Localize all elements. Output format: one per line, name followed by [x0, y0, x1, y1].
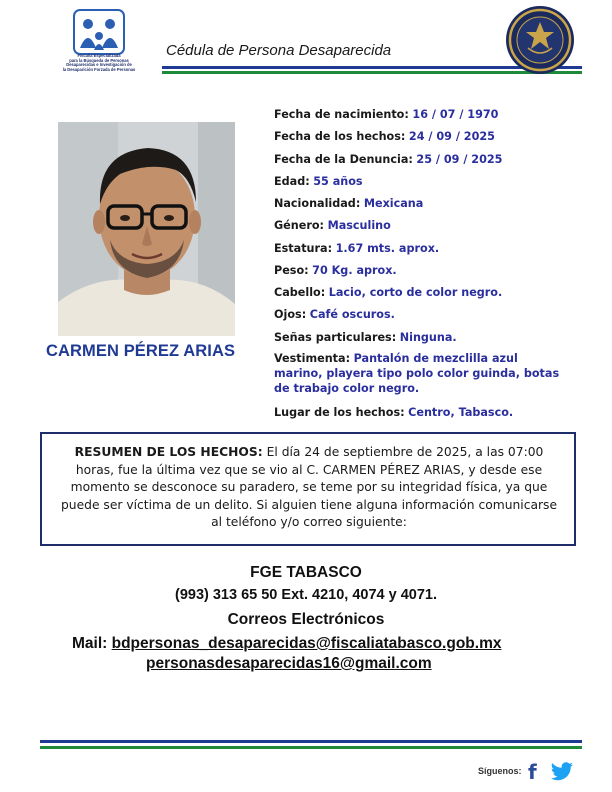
field-label: Lugar de los hechos:	[274, 406, 405, 419]
mail-label: Mail:	[72, 635, 108, 652]
field-label: Cabello:	[274, 286, 326, 299]
follow-label: Síguenos:	[478, 766, 522, 776]
email-link-primary[interactable]: bdpersonas_desaparecidas@fiscaliatabasco.gob.mx	[111, 635, 502, 652]
field-gender	[274, 218, 564, 233]
field-age	[274, 174, 564, 189]
field-value: 16 / 07 / 1970	[412, 108, 499, 121]
field-value: 55 años	[313, 175, 363, 188]
field-value: 1.67 mts. aprox.	[335, 242, 440, 255]
field-label: Fecha de nacimiento:	[274, 108, 409, 121]
logo-caption-line: Fiscalía Especializada	[77, 53, 121, 58]
logo-caption-line: Desaparecidas e Investigación de	[66, 62, 132, 68]
field-value: 70 Kg. aprox.	[312, 264, 397, 277]
logo-caption-line: para la Búsqueda de Personas	[69, 57, 129, 63]
contact-phone[interactable]: (993) 313 65 50 Ext. 4210, 4074 y 4071.	[174, 587, 437, 603]
field-value: 25 / 09 / 2025	[416, 153, 503, 166]
field-label: Fecha de los hechos:	[274, 130, 406, 143]
contact-org: FGE TABASCO	[250, 564, 362, 581]
field-value: Mexicana	[363, 197, 424, 210]
logo-caption-line: la Desaparición Forzada de Personas	[62, 66, 136, 72]
mail-line	[72, 635, 501, 653]
document-title: Cédula de Persona Desaparecida	[166, 42, 392, 59]
fge-seal-icon	[504, 4, 576, 76]
field-value: Lacio, corto de color negro.	[328, 286, 503, 299]
footer-divider-green	[40, 746, 582, 749]
field-hair	[274, 285, 564, 300]
summary-label: RESUMEN DE LOS HECHOS:	[74, 445, 263, 459]
field-value: Masculino	[327, 219, 391, 232]
field-label: Edad:	[274, 175, 310, 188]
field-label: Ojos:	[274, 308, 307, 321]
field-height	[274, 241, 564, 256]
person-name: CARMEN PÉREZ ARIAS	[46, 342, 236, 360]
field-label: Género:	[274, 219, 324, 232]
field-clothing	[274, 351, 564, 396]
field-value: Ninguna.	[399, 331, 457, 344]
field-value: Café oscuros.	[309, 308, 395, 321]
twitter-icon[interactable]	[550, 762, 574, 787]
field-birth-date	[274, 107, 564, 122]
field-label: Nacionalidad:	[274, 197, 361, 210]
field-nationality	[274, 196, 564, 211]
field-label: Estatura:	[274, 242, 333, 255]
missing-person-photo	[58, 122, 235, 336]
field-report-date	[274, 152, 564, 167]
field-value: Pantalón de mezclilla azul marino, playera tipo polo color guinda, botas de trabajo color negro.	[274, 352, 560, 395]
field-label: Fecha de la Denuncia:	[274, 153, 413, 166]
field-eyes	[274, 307, 564, 322]
field-value: Centro, Tabasco.	[408, 406, 514, 419]
facebook-icon[interactable]: f	[528, 760, 537, 784]
email-link-secondary[interactable]: personasdesaparecidas16@gmail.com	[146, 655, 432, 672]
field-event-location	[274, 405, 564, 420]
emails-title: Correos Electrónicos	[227, 611, 385, 628]
field-label: Señas particulares:	[274, 331, 397, 344]
summary-text: El día 24 de septiembre de 2025, a las 07:00 horas, fue la última vez que se vio al C. CARMEN PÉREZ ARIAS, y desde ese momento se desconoce su paradero, se teme por su integridad física, ya que puede ser víctima de un delito. Si alguien tiene alguna información comunicarse al teléfono y/o correo siguiente:	[60, 445, 558, 530]
field-value: 24 / 09 / 2025	[408, 130, 495, 143]
field-distinguishing-marks	[274, 330, 564, 345]
field-weight	[274, 263, 564, 278]
footer-divider-blue	[40, 740, 582, 743]
field-label: Vestimenta:	[274, 352, 351, 365]
logo-caption	[40, 54, 158, 72]
summary-box	[40, 432, 576, 546]
field-label: Peso:	[274, 264, 309, 277]
field-event-date	[274, 129, 564, 144]
